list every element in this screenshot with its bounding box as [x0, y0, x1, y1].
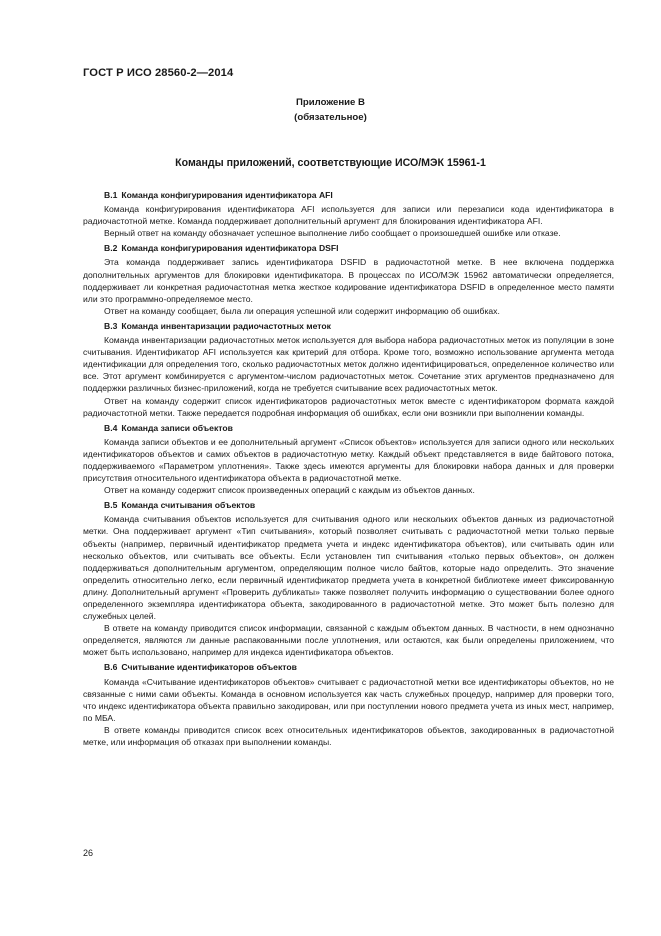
section-heading — [104, 189, 614, 201]
section-paragraph: Команда конфигурирования идентификатора AFI используется для записи или перезаписи кода идентификатора в радиочастотной метке. Команда поддерживает дополнительный аргумент для блокирования идентификатора AFI. — [83, 204, 614, 227]
section-number: В.5 — [104, 500, 118, 511]
section-number: В.6 — [104, 662, 118, 673]
section-paragraph: Ответ на команду содержит список произведенных операций с каждым из объектов данных. — [104, 485, 475, 496]
section-title: Команда конфигурирования идентификатора AFI — [121, 190, 333, 200]
section-paragraph: Ответ на команду содержит список идентификаторов радиочастотных меток вместе с идентификатором формата каждой радиочастотной метки. Также передается подробная информация об ошибках, если они возникли при выполнении команды. — [83, 395, 614, 418]
section-number: В.2 — [104, 243, 118, 254]
section-heading — [104, 320, 614, 332]
section-paragraph: Команда инвентаризации радиочастотных меток используется для выбора набора радиочастотных меток из популяции в зоне считывания. Идентификатор AFI используется как критерий для отбора. Кроме того, возможно использование аргумента метода идентификации для определения того, сколько радиочастотных меток должно идентифицироваться, определенное количество или все. Этот аргумент комбинируется с аргументом-числом радиочастотных меток. Сочетание этих аргументов предназначено для поддержки различных бизнес-приложений, когда не требуется считывание всех радиочастотных меток. — [83, 335, 614, 394]
section-title: Команда считывания объектов — [121, 500, 256, 511]
section-heading — [104, 499, 614, 511]
page-number: 26 — [83, 848, 94, 858]
section-paragraph: Команда записи объектов и ее дополнительный аргумент «Список объектов» используется для записи одного или нескольких идентификаторов объектов и самих объектов в радиочастотную метку. Каждый объект представляется в виде байтового потока, поддерживаемого «Параметром уплотнения». Также здесь имеются аргументы для блокировки набора данных и для проверки присутствия относительного идентификатора объекта в радиочастотной метке. — [83, 436, 614, 484]
section-title: Команда записи объектов — [121, 422, 233, 433]
section-number: В.1 — [104, 190, 118, 200]
section-title: Команда конфигурирования идентификатора DSFI — [121, 243, 339, 254]
section-paragraph: Команда считывания объектов используется для считывания одного или нескольких объектов данных из радиочастотной метки. Она поддерживает аргумент «Тип считывания», который позволяет считывать с радиочастотной метки только первые объекты (например, первичный идентификатор предмета учета и индекс идентификатора объектов), или считывать один или несколько объектов, или считывать все объекты. Если установлен тип считывания «только первых объектов», он должен поддерживаться дополнительным аргументом, определяющим полное число байтов, которые надо определить. Это значение определить относительно легко, если первичный идентификатор предмета учета в конкретной библиотеке имеет фиксированную длину. Дополнительный аргумент «Проверить дубликаты» также позволяет получить информацию о существовании более одного определенного экземпляра идентификатора объекта, закодированного в радиочастотной метке. Это может быть полезно для служебных целей. — [83, 514, 614, 622]
section-paragraph: Верный ответ на команду обозначает успешное выполнение либо сообщает о произошедшей ошибке или отказе. — [104, 228, 561, 239]
section-heading — [104, 242, 614, 254]
section-title: Считывание идентификаторов объектов — [121, 662, 297, 673]
annex-status: (обязательное) — [294, 112, 367, 123]
main-title: Команды приложений, соответствующие ИСО/МЭК 15961-1 — [175, 157, 486, 169]
section-paragraph: В ответе на команду приводится список информации, связанной с каждым объектом данных. В частности, в нем однозначно определяется, являются ли данные распакованными после уплотнения, или остаются, как были определены приложением, что может быть использовано, например для индекса идентификатора объектов. — [83, 623, 614, 658]
section-paragraph: Эта команда поддерживает запись идентификатора DSFID в радиочастотной метке. В нее включена поддержка дополнительных аргументов для блокировки идентификатора. В процессах по ИСО/МЭК 15962 автоматически определяется, поддерживает ли конкретная радиочастотная метка жесткое кодирование идентификатора DSFID в определенное место памяти или это программно-определяемое место. — [83, 257, 614, 304]
section-heading — [104, 661, 614, 673]
section-paragraph: Команда «Считывание идентификаторов объектов» считывает с радиочастотной метки все идентификаторы объектов, но не связанные с ними сами объекты. Команда в основном используется как часть служебных процедур, например для проверки того, что индекс идентификатора объекта правильно закодирован, или при поступлении нового предмета учета из иных мест, например, по МБА. — [83, 676, 614, 723]
section-title: Команда инвентаризации радиочастотных меток — [121, 320, 331, 331]
document-body — [83, 186, 614, 748]
standard-header: ГОСТ Р ИСО 28560-2—2014 — [83, 67, 234, 79]
section-paragraph: В ответе команды приводится список всех относительных идентификаторов объектов, закодированных в радиочастотной метке, или информация об отказах при выполнении команды. — [83, 724, 614, 748]
annex-title: Приложение В — [296, 97, 365, 108]
section-paragraph: Ответ на команду сообщает, была ли операция успешной или содержит информацию об ошибках. — [104, 305, 500, 316]
section-number: В.4 — [104, 422, 118, 433]
section-heading — [104, 422, 614, 434]
section-number: В.3 — [104, 320, 118, 331]
